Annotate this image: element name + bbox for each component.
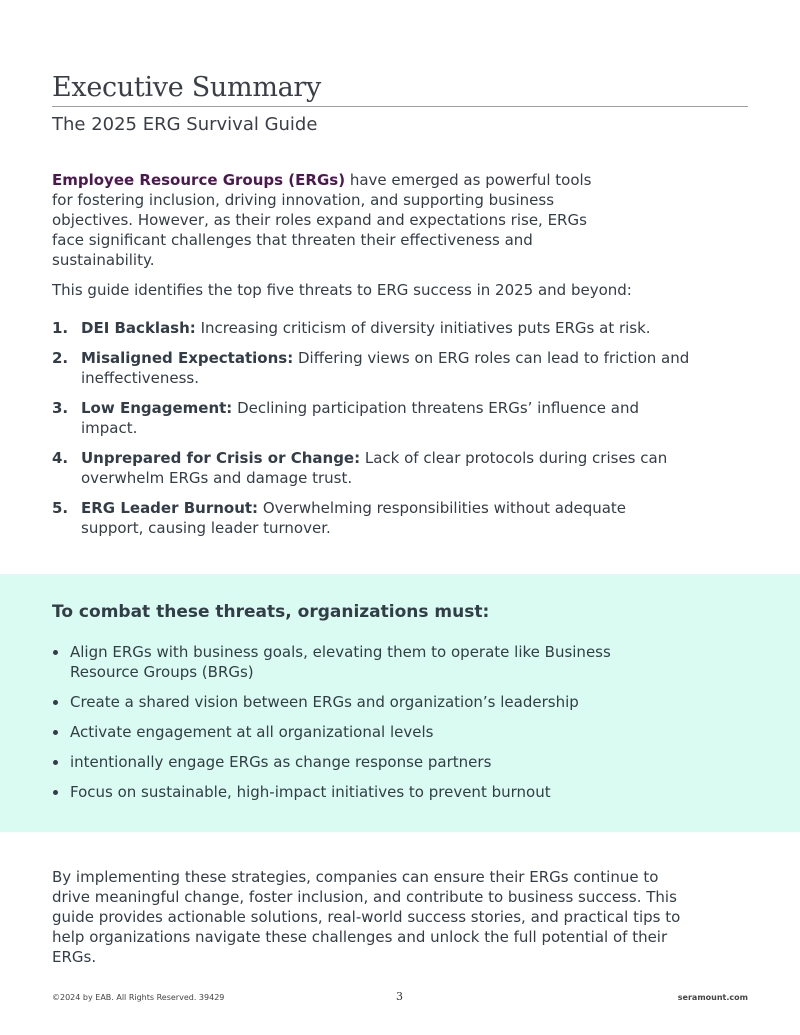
threat-term: ERG Leader Burnout: xyxy=(81,499,259,517)
threat-text: Declining participation threatens ERGs’ influence and impact. xyxy=(81,399,640,437)
threat-item xyxy=(52,318,692,338)
footer-copyright: ©2024 by EAB. All Rights Reserved. 39429 xyxy=(52,993,225,1002)
threat-text: Differing views on ERG roles can lead to friction and ineffectiveness. xyxy=(81,349,690,387)
threat-number: 5. xyxy=(52,499,69,517)
intro-highlight: Employee Resource Groups (ERGs) xyxy=(52,171,346,189)
page-number: 3 xyxy=(396,990,403,1003)
threats-lead: This guide identifies the top five threats to ERG success in 2025 and beyond: xyxy=(52,281,632,299)
threat-number: 4. xyxy=(52,449,69,467)
action-item xyxy=(52,782,622,802)
threat-item xyxy=(52,448,692,488)
threats-list xyxy=(52,318,692,548)
action-text: Create a shared vision between ERGs and organization’s leadership xyxy=(70,693,579,711)
threat-item xyxy=(52,398,692,438)
action-item xyxy=(52,752,622,772)
page-subtitle: The 2025 ERG Survival Guide xyxy=(52,114,318,135)
threat-item xyxy=(52,348,692,388)
callout-box xyxy=(0,574,800,832)
threat-text: Lack of clear protocols during crises can overwhelm ERGs and damage trust. xyxy=(81,449,668,487)
action-text: Focus on sustainable, high-impact initiatives to prevent burnout xyxy=(70,783,551,801)
action-text: Align ERGs with business goals, elevating them to operate like Business Resource Groups (BRGs) xyxy=(70,643,611,681)
action-text: intentionally engage ERGs as change response partners xyxy=(70,753,492,771)
footer-site-link[interactable]: seramount.com xyxy=(677,993,748,1002)
threat-item xyxy=(52,498,692,538)
bullet-icon xyxy=(53,650,58,655)
action-text: Activate engagement at all organizational levels xyxy=(70,723,434,741)
threat-text: Overwhelming responsibilities without adequate support, causing leader turnover. xyxy=(81,499,627,537)
bullet-icon xyxy=(53,730,58,735)
action-item xyxy=(52,692,622,712)
threat-term: DEI Backlash: xyxy=(81,319,196,337)
callout-heading: To combat these threats, organizations must: xyxy=(52,602,490,622)
page-title: Executive Summary xyxy=(52,72,321,103)
threat-term: Unprepared for Crisis or Change: xyxy=(81,449,361,467)
intro-text: have emerged as powerful tools for fostering inclusion, driving innovation, and supporting business objectives. However, as their roles expand and expectations rise, ERGs face significant challenges that threaten their effectiveness and sustainability. xyxy=(52,171,592,269)
bullet-icon xyxy=(53,760,58,765)
conclusion-paragraph: By implementing these strategies, companies can ensure their ERGs continue to drive meaningful change, foster inclusion, and contribute to business success. This guide provides actionable solutions, real-world success stories, and practical tips to help organizations navigate these challenges and unlock the full potential of their ERGs. xyxy=(52,868,681,966)
action-item xyxy=(52,722,622,742)
title-divider xyxy=(52,106,748,107)
threat-number: 1. xyxy=(52,319,69,337)
actions-list xyxy=(52,642,622,812)
threat-number: 2. xyxy=(52,349,69,367)
bullet-icon xyxy=(53,700,58,705)
intro-paragraph xyxy=(52,170,612,270)
threat-text: Increasing criticism of diversity initiatives puts ERGs at risk. xyxy=(195,319,651,337)
threat-term: Low Engagement: xyxy=(81,399,233,417)
threat-number: 3. xyxy=(52,399,69,417)
bullet-icon xyxy=(53,790,58,795)
threat-term: Misaligned Expectations: xyxy=(81,349,294,367)
action-item xyxy=(52,642,622,682)
